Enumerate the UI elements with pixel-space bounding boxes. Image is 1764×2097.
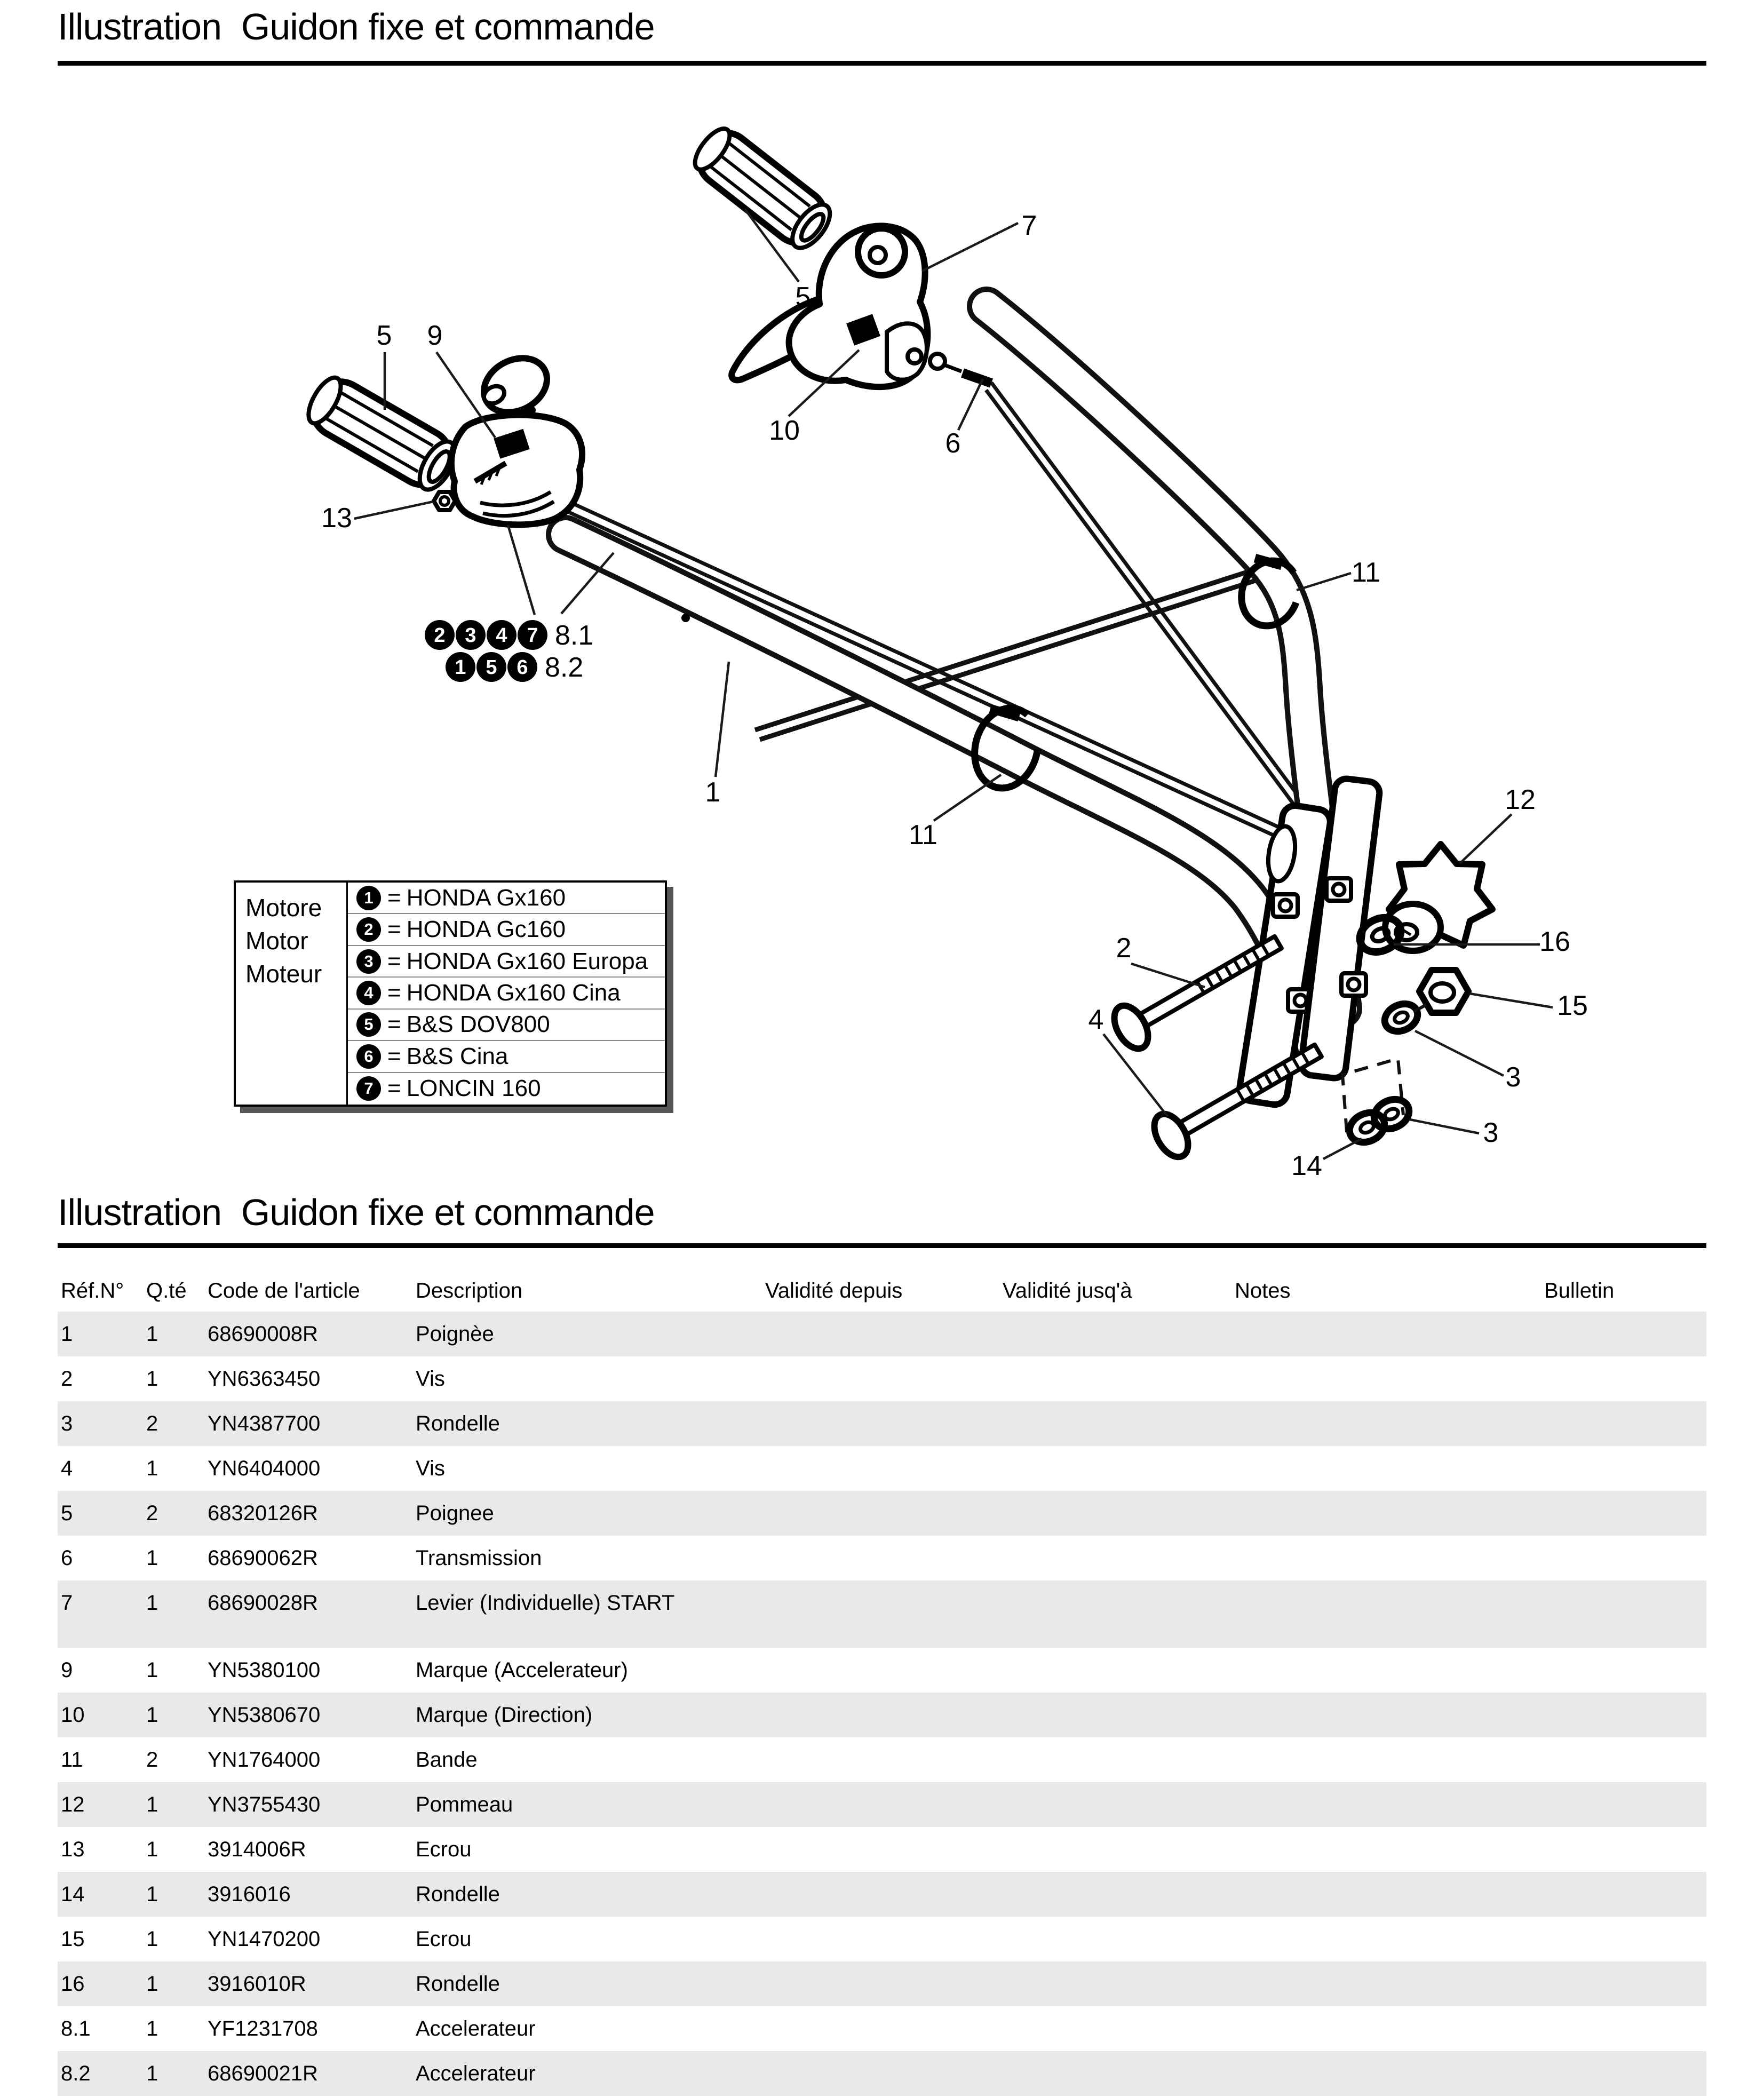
cell-code: YN5380670 [208,1703,321,1727]
motor-word: Moteur [245,960,322,988]
cell-ref: 8.2 [61,2061,91,2085]
cell-valid-to [999,1737,1231,1782]
cell-bulletin [1541,1536,1706,1580]
cell-qty: 1 [146,1972,158,1996]
engine-name: B&S DOV800 [406,1011,550,1038]
cell-valid-to [999,1536,1231,1580]
cell-valid-from [762,1580,999,1648]
cell-bulletin [1541,1446,1706,1491]
cell-valid-to [999,1961,1231,2006]
cell-valid-from [762,1961,999,2006]
legend-row [348,978,665,1009]
cell-notes [1231,1917,1541,1961]
equals-sign: = [387,1011,401,1038]
callout-2: 2 [1116,933,1132,964]
callout-5-left: 5 [376,320,392,351]
cell-notes [1231,1961,1541,2006]
cell-ref: 12 [61,1792,85,1816]
cell-notes [1231,1401,1541,1446]
cell-bulletin [1541,1580,1706,1648]
cell-valid-from [762,1446,999,1491]
cell-valid-from [762,1401,999,1446]
engine-variant-badge: 5 [356,1012,381,1037]
cell-desc: Accelerateur [416,2061,536,2085]
cell-code: 68690062R [208,1546,318,1570]
parts-table [58,1264,1706,2096]
cell-valid-from [762,2006,999,2051]
cell-bulletin [1541,2051,1706,2096]
cell-ref: 16 [61,1972,85,1996]
callout-3-upper: 3 [1505,1062,1521,1093]
cell-valid-to [999,1580,1231,1648]
cell-notes [1231,1648,1541,1693]
equals-sign: = [387,1043,401,1069]
table-row [58,1648,1706,1693]
cell-qty: 1 [146,2061,158,2085]
cell-code: YN4387700 [208,1411,321,1435]
cell-ref: 1 [61,1322,73,1346]
throttle-lever-assembly [451,347,582,525]
cell-notes [1231,1312,1541,1356]
engine-name: B&S Cina [406,1043,508,1069]
cell-code: 68690021R [208,2061,318,2085]
cell-desc: Rondelle [416,1972,500,1996]
accelerator-cable [567,503,1316,853]
table-row [58,1917,1706,1961]
cell-desc: Marque (Accelerateur) [416,1658,628,1682]
table-row [58,1827,1706,1872]
equals-sign: = [387,884,401,911]
legend-row [348,883,665,914]
cell-ref: 5 [61,1501,73,1525]
cell-valid-from [762,1917,999,1961]
parts-table-wrap [58,1264,1706,2096]
cell-valid-to [999,1917,1231,1961]
cell-bulletin [1541,1737,1706,1782]
cell-qty: 1 [146,1792,158,1816]
cell-bulletin [1541,1693,1706,1737]
cell-valid-from [762,1356,999,1401]
cell-valid-to [999,2051,1231,2096]
engine-name: HONDA Gx160 Europa [406,948,648,974]
cell-qty: 1 [146,1837,158,1861]
table-row [58,1737,1706,1782]
cell-code: YN6404000 [208,1456,321,1480]
cell-desc: Accelerateur [416,2016,536,2040]
cell-desc: Ecrou [416,1837,472,1861]
badge-digit: 1 [455,656,466,679]
cell-valid-to [999,1401,1231,1446]
motor-word: Motore [245,894,322,922]
cell-desc: Vis [416,1456,445,1480]
section-title: Illustration Guidon fixe et commande [58,1192,655,1233]
table-row [58,1536,1706,1580]
cell-desc: Marque (Direction) [416,1703,593,1727]
cell-valid-from [762,1312,999,1356]
cell-notes [1231,1693,1541,1737]
callout-13: 13 [321,503,352,534]
motor-legend-entries [348,883,665,1105]
cell-notes [1231,1356,1541,1401]
cell-desc: Bande [416,1748,478,1772]
cell-notes [1231,1536,1541,1580]
engine-variant-badge: 6 [356,1044,381,1069]
variant-row-8-1 [425,620,593,651]
cell-notes [1231,2051,1541,2096]
legend-row [348,1073,665,1105]
cell-ref: 4 [61,1456,73,1480]
callout-7: 7 [1021,210,1037,241]
cell-valid-to [999,2006,1231,2051]
tube-hole [681,614,690,622]
cell-qty: 1 [146,1658,158,1682]
callout-15: 15 [1557,990,1588,1021]
cell-valid-from [762,1693,999,1737]
table-row [58,2006,1706,2051]
cell-qty: 2 [146,1411,158,1435]
washer-14 [1345,1107,1389,1148]
motor-legend-header [236,883,348,1105]
page-title: Illustration Guidon fixe et commande [58,6,655,47]
callout-4: 4 [1088,1004,1104,1035]
motor-legend [234,880,667,1107]
table-header-row [58,1264,1706,1312]
cell-bulletin [1541,1356,1706,1401]
cell-notes [1231,1580,1541,1648]
cell-valid-from [762,1782,999,1827]
callout-10: 10 [769,415,800,446]
equals-sign: = [387,948,401,974]
cell-valid-to [999,1872,1231,1917]
table-row [58,1446,1706,1491]
callout-3-lower: 3 [1483,1117,1499,1148]
col-valid-from: Validité depuis [765,1279,903,1302]
engine-variant-badge: 7 [356,1076,381,1101]
cell-valid-from [762,2051,999,2096]
cell-qty: 2 [146,1501,158,1525]
cell-code: YN5380100 [208,1658,321,1682]
cell-valid-from [762,1536,999,1580]
nut-13 [434,492,455,510]
table-row [58,1356,1706,1401]
cell-ref: 9 [61,1658,73,1682]
control-lever-assembly [732,226,927,387]
legend-row [348,914,665,946]
cell-ref: 11 [61,1748,83,1772]
legend-row [348,1010,665,1041]
engine-variant-badge: 1 [356,886,381,910]
motor-word: Motor [245,927,308,955]
callout-1: 1 [705,777,721,808]
table-row [58,1401,1706,1446]
cell-code: YN6363450 [208,1367,321,1391]
col-notes: Notes [1235,1279,1291,1302]
table-row [58,1491,1706,1536]
cell-valid-from [762,1827,999,1872]
callout-5-top: 5 [795,282,811,313]
handle-grip-left [301,371,463,496]
cell-qty: 1 [146,1591,158,1615]
handle-grip-top [687,122,837,256]
cell-valid-to [999,1356,1231,1401]
cell-ref: 10 [61,1703,85,1727]
cell-ref: 13 [61,1837,85,1861]
badge-digit: 5 [486,656,497,679]
table-row [58,1782,1706,1827]
callout-6: 6 [945,428,961,459]
screw-4 [1147,1030,1330,1163]
equals-sign: = [387,979,401,1006]
cell-valid-to [999,1446,1231,1491]
cell-desc: Vis [416,1367,445,1391]
cell-code: 68690028R [208,1591,318,1615]
table-row [58,1872,1706,1917]
cell-bulletin [1541,1827,1706,1872]
cell-valid-from [762,1491,999,1536]
cell-valid-to [999,1312,1231,1356]
cell-code: 68320126R [208,1501,318,1525]
cell-valid-to [999,1491,1231,1536]
cell-notes [1231,1491,1541,1536]
cell-valid-from [762,1872,999,1917]
badge-digit: 2 [434,624,446,647]
cell-desc: Transmission [416,1546,542,1570]
cell-code: YN3755430 [208,1792,321,1816]
engine-name: HONDA Gx160 [406,884,566,911]
cell-valid-to [999,1648,1231,1693]
cell-valid-from [762,1737,999,1782]
legend-row [348,1041,665,1073]
cell-notes [1231,1782,1541,1827]
cell-notes [1231,1872,1541,1917]
cell-ref: 14 [61,1882,85,1906]
cell-notes [1231,1737,1541,1782]
cell-ref: 7 [61,1591,73,1615]
engine-name: HONDA Gx160 Cina [406,979,621,1006]
nut-15 [1419,970,1468,1013]
cell-desc: Poignee [416,1501,494,1525]
table-row [58,1693,1706,1737]
col-valid-to: Validité jusq'à [1003,1279,1132,1302]
cell-bulletin [1541,1648,1706,1693]
cell-desc: Poignèe [416,1322,494,1346]
col-code: Code de l'article [208,1279,360,1302]
table-row [58,1580,1706,1648]
cell-desc: Levier (Individuelle) START [416,1591,675,1615]
table-row [58,2051,1706,2096]
cell-valid-to [999,1782,1231,1827]
cell-code: 3916010R [208,1972,306,1996]
engine-name: LONCIN 160 [406,1075,541,1102]
callout-8-1: 8.1 [555,620,594,651]
cell-ref: 3 [61,1411,73,1435]
cell-qty: 1 [146,1703,158,1727]
cell-qty: 1 [146,2016,158,2040]
legend-row [348,946,665,978]
cell-desc: Pommeau [416,1792,513,1816]
cell-code: 68690008R [208,1322,318,1346]
cell-desc: Rondelle [416,1411,500,1435]
cell-code: 3916016 [208,1882,291,1906]
cell-bulletin [1541,1491,1706,1536]
cell-ref: 6 [61,1546,73,1570]
callout-11-lower: 11 [909,820,937,851]
badge-digit: 4 [496,624,507,647]
col-ref: Réf.N° [61,1279,124,1302]
cell-qty: 2 [146,1748,158,1772]
cell-bulletin [1541,1917,1706,1961]
engine-name: HONDA Gc160 [406,916,566,943]
cell-bulletin [1541,2006,1706,2051]
badge-digit: 3 [465,624,476,647]
section-rule [58,1243,1706,1248]
callout-16: 16 [1539,926,1570,957]
engine-variant-badge: 4 [356,981,381,1005]
callout-14: 14 [1291,1150,1322,1181]
col-bulletin: Bulletin [1544,1279,1615,1302]
cell-valid-from [762,1648,999,1693]
cell-notes [1231,2006,1541,2051]
col-desc: Description [416,1279,523,1302]
cell-code: YN1470200 [208,1927,321,1951]
cell-code: YN1764000 [208,1748,321,1772]
badge-digit: 6 [517,656,528,679]
cell-desc: Rondelle [416,1882,500,1906]
cell-qty: 1 [146,1927,158,1951]
cell-bulletin [1541,1401,1706,1446]
callout-11-upper: 11 [1352,557,1380,588]
cell-valid-to [999,1827,1231,1872]
cell-qty: 1 [146,1456,158,1480]
cell-bulletin [1541,1872,1706,1917]
cell-qty: 1 [146,1546,158,1570]
engine-variant-badge: 2 [356,917,381,942]
engine-variant-badge: 3 [356,949,381,974]
equals-sign: = [387,1075,401,1102]
cell-qty: 1 [146,1367,158,1391]
cell-ref: 8.1 [61,2016,91,2040]
cell-code: 3914006R [208,1837,306,1861]
callout-8-2: 8.2 [545,652,584,683]
table-row [58,1312,1706,1356]
cell-code: YF1231708 [208,2016,318,2040]
cell-ref: 15 [61,1927,85,1951]
cell-qty: 1 [146,1882,158,1906]
cell-ref: 2 [61,1367,73,1391]
cell-qty: 1 [146,1322,158,1346]
cell-desc: Ecrou [416,1927,472,1951]
cell-bulletin [1541,1782,1706,1827]
badge-digit: 7 [527,624,538,647]
equals-sign: = [387,916,401,943]
cell-notes [1231,1827,1541,1872]
cell-bulletin [1541,1312,1706,1356]
table-row [58,1961,1706,2006]
callout-12: 12 [1505,784,1536,815]
cell-valid-to [999,1693,1231,1737]
col-qty: Q.té [146,1279,187,1302]
callout-9: 9 [427,320,443,351]
cell-bulletin [1541,1961,1706,2006]
variant-row-8-2 [446,652,583,683]
cell-notes [1231,1446,1541,1491]
